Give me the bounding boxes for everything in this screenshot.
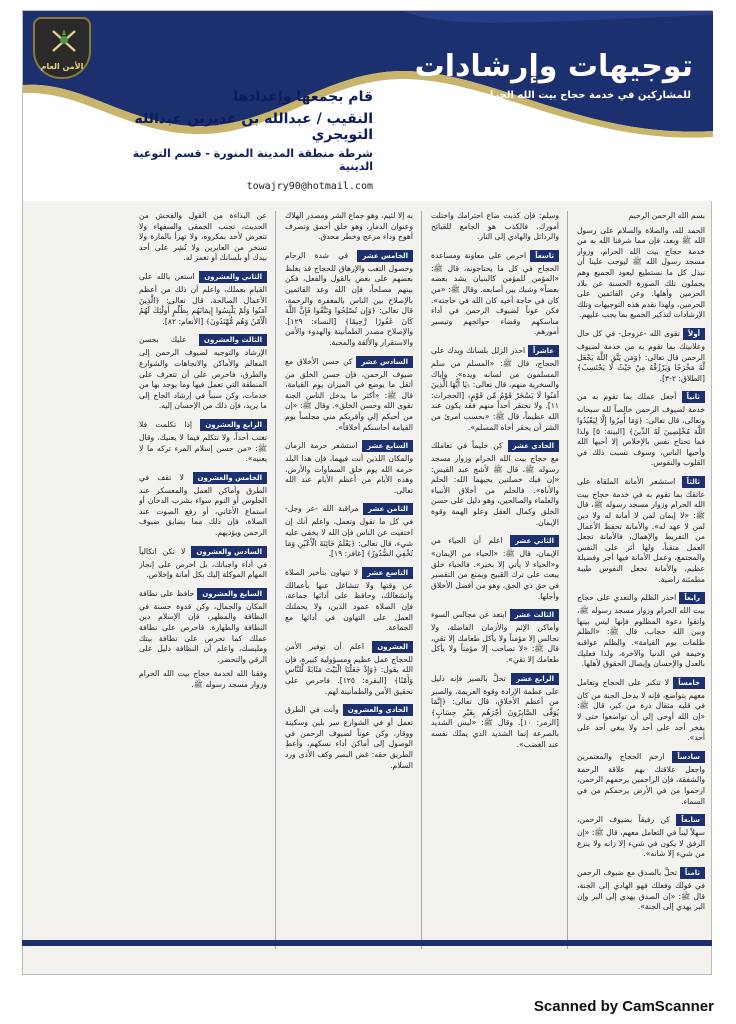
paragraph-text: تقوى الله -عزوجل- في كل حال وعلانيتك بما تقوم به من خدمة لضيوف الرحمن قال تعالى: ﴿وَمَن يَتَّقِ اللَّهَ يَجْعَل لَّهُ مَخْرَجًا وَيَرْزُقْهُ مِنْ حَيْثُ لَا يَحْتَسِبُ﴾ [الطلاق: ٢-٣]. [577, 328, 705, 383]
section-tag: أولاً [683, 328, 705, 340]
paragraph-text: الحمد لله، والصلاة والسلام على رسول الله ﷺ وبعد، فإن مما شرفنا الله به من خدمة حجاج بيت الله الحرام، وزوار مسجد رسول الله ﷺ ليوجب علينا أن نبذل كل ما نستطيع ليعود الجميع وهم يحملون تلك الصورة الحسنة عن بلاد الحرمين وأهلها. وعن القائمين على الحرمين، ولهذا نقدم هذه التوجيهات وتلك الإرشادات لتذكير الجميع بما يجب عليهم. [577, 225, 705, 320]
article-paragraph [431, 211, 559, 243]
section-tag: السادس عشر [356, 356, 413, 368]
article-paragraph [139, 469, 267, 539]
paragraph-text: تحلَّ بالصبر فإنه دليل على عظمة الإرادة وقوة العزيمة، والصبر من أعظم الأخلاق، قال تعالى: ﴿إِنَّمَا يُوَفَّى الصَّابِرُونَ أَجْرَهُم بِغَيْرِ حِسَابٍ﴾ [الزمر: ١٠]. وقال ﷺ: «ليس الشديد بالصرعة إنما الشديد الذي يملك نفسه عند الغضب». [431, 673, 559, 749]
article-paragraph [577, 388, 705, 469]
paragraph-text: اعلم أن الحياء من الإيمان، قال ﷺ: «الحياء من الإيمان» و«الحياء لا يأتي إلا بخير». فالحياء خلق يبعث على ترك القبيح ويمنع من التقصير في حق ذي الحق، وهو من أفضل الأخلاق وأجلها. [431, 536, 559, 601]
article-paragraph [577, 589, 705, 670]
article-paragraph [139, 211, 267, 264]
paragraph-text: مراقبة الله -عز وجل- في كل ما تقول وتعمل، واعلم أنك إن اختفيت عن الناس فإن الله لا يخفى عليه شيء، قال تعالى: ﴿يَعْلَمُ خَائِنَةَ الْأَعْيُنِ وَمَا تُخْفِي الصُّدُورُ﴾ [غافر: ١٩]. [285, 504, 413, 559]
section-tag: الرابع عشر [511, 673, 559, 685]
paragraph-text: كن حليماً في تعاملك مع حجاج بيت الله الحرام وزوار مسجد رسوله ﷺ، قال ﷺ لأشج عبد القيس: «إن فيك خصلتين يحبهما الله: الحلم والأناة». فالحلم من أخلاق الأنبياء والعلماء والصالحين، وهو دليل على حسن الخلق وكمال العقل وعلو الهمة وقوة الإيمان. [431, 441, 559, 527]
section-tag: الحادي عشر [508, 440, 559, 452]
article-paragraph [431, 437, 559, 528]
paragraph-text: في شدة الزحام وحصول التعب والإرهاق للحجاج قد يغلظ بعضهم على بعض بالقول والفعل، فكن بينهم مصلحاً، فإن الله وعد القائمين بالإصلاح بين الناس بالمغفرة والرحمة، قال تعالى: ﴿وَإِن تُصْلِحُوا وَتَتَّقُوا فَإِنَّ اللَّهَ كَانَ غَفُورًا رَّحِيمًا﴾ [النساء: ١٢٩]. والإصلاح مصدر الطمأنينة والهدوء والأمن والاستقرار والألفة والمحبة. [285, 250, 413, 347]
paragraph-text: عليك بحسن الإرشاد والتوجيه لضيوف الرحمن إلى المعالم والأماكن والاتجاهات والشوارع والطرق، فاحرص على أن تتعرف على المنطقة التي تعمل فيها وما يوجد بها من خدمات، وكن سبباً في إرشاد الحاج إلى ما يريد، فإن ذلك من الإحسان إليه. [139, 335, 267, 411]
section-tag: ثانياً [682, 391, 705, 403]
article-paragraph [139, 669, 267, 690]
credits-block [123, 89, 373, 192]
paragraph-text: وسلم: فإن كذبت ضاع احترامك واختلت أمورك. فالكذب هو الجامع للقبائح والرذائل والهادي إلى النار. [431, 211, 559, 242]
section-tag: سابعاً [676, 814, 705, 826]
section-tag: عاشراً [528, 345, 559, 357]
paragraph-text: استشعر الأمانة الملقاة على عاتقك بما تقوم به في خدمة حجاج بيت الله الحرام وزوار مسجد رسوله ﷺ، قال ﷺ: «لا إيمان لمن لا أمانة له ولا دين لمن لا عهد له». والأمانة تحفظ الأعمال من التفريط والإهمال، فالأمانة تجعل العمل متقناً، ولها أثر على النفس والمجتمع، وعمل الأمانة فيها أجر وفضيلة عظيم، والأمانة تجعل النفوس طيبة مطمئنة راضية. [577, 476, 705, 584]
paragraph-text: لا تكن اتكالياً في أداء واجباتك، بل احرص على إنجاز المهام الموكلة إليك بكل أمانة وإخلاص. [139, 546, 267, 580]
paragraph-text: كن حسن الأخلاق مع ضيوف الرحمن، فإن حسن الخلق من أثقل ما يوضع في الميزان يوم القيامة، قال ﷺ: «أكثر ما يدخل الناس الجنة تقوى الله وحسن الخلق». وقال ﷺ: «إن من أحبكم إلي وأقربكم مني مجلساً يوم القيامة أحاسنكم أخلاقاً». [285, 356, 413, 432]
paragraph-text: احذر الظلم والتعدي على حجاج بيت الله الحرام وزوار مسجد رسوله ﷺ، واتقوا دعوة المظلوم فإنها ليس بينها وبين الله حجاب، قال ﷺ: «الظلم ظلمات يوم القيامة». والظلم عواقبه وخيمة في الدنيا والآخرة، ولذا فعليك بالعدل والإحسان وإيصال الحقوق لأهلها. [577, 593, 705, 669]
section-tag: الثاني عشر [510, 535, 559, 547]
paragraph-text: تحلَّ بالصدق مع ضيوف الرحمن في قولك وفعلك فهو الهادي إلى الجنة، قال ﷺ: «إن الصدق يهدي إلى البر وإن البر يهدي إلى الجنة». [577, 867, 705, 912]
article-paragraph [577, 811, 705, 860]
section-tag: رابعاً [679, 592, 705, 604]
paragraph-text: احرص على معاونة ومساعدة الحجاج في كل ما يحتاجونه، قال ﷺ: «المؤمن للمؤمن كالبنيان يشد بعضه بعضاً» وشبك بين أصابعه. وقال ﷺ: «من كان في حاجة أخيه كان الله في حاجته». فكن عوناً لضيوف الرحمن في أداء مناسكهم وقضاء حوائجهم وتيسير أمورهم. [431, 250, 559, 337]
paragraph-text: إذا تكلمت فلا تغتب أحداً، ولا تتكلم فيما لا يعنيك، وقال ﷺ: «من حسن إسلام المرء تركه ما لا يعنيه». [139, 419, 267, 464]
article-paragraph [139, 268, 267, 327]
paragraph-text: استعن بالله على القيام بعملك، واعلم أن ذلك من أعظم الأعمال الصالحة، قال تعالى: ﴿الَّذِينَ آمَنُوا وَلَمْ يَلْبِسُوا إِيمَانَهُم بِظُلْمٍ أُولَٰئِكَ لَهُمُ الْأَمْنُ وَهُم مُّهْتَدُونَ﴾ [الأنعام: ٨٢]. [139, 271, 267, 326]
section-tag: سادساً [672, 751, 705, 763]
article-column-3 [285, 211, 413, 949]
section-tag: الرابع والعشرون [200, 419, 267, 431]
section-tag: الثاني والعشرون [199, 271, 267, 283]
section-tag: السابع والعشرون [197, 588, 267, 600]
paragraph-text: ابتعد عن مجالس السوء وأماكن الإثم والأزمان الفاضلة، ولا تجالس إلا مؤمناً ولا يأكل طعامك إلا تقي، قال ﷺ: «لا تصاحب إلا مؤمناً ولا يأكل طعامك إلا تقي». [431, 610, 559, 664]
section-tag: الثامن عشر [363, 503, 413, 515]
article-paragraph [577, 748, 705, 807]
article-column-1 [577, 211, 705, 949]
author-name: النقيب / عبدالله بن غديربن عبدالله التويجري [134, 111, 373, 143]
column-divider [567, 211, 568, 949]
article-paragraph [139, 331, 267, 412]
article-paragraph [431, 532, 559, 602]
article-paragraph [285, 701, 413, 771]
paragraph-text: وأنت في الطرق تعمل أو في الشوارع سر بلين وسكينة ووقار، وكن عوناً لضيوف الرحمن في الوصول إلى أماكن أداء نسكهم، وأعطِ الطريق حقه: غض البصر وكف الأذى ورد السلام. [285, 705, 413, 770]
paragraph-text: كن رفيقاً بضيوف الرحمن، سهلاً ليناً في التعامل معهم، قال ﷺ: «إن الرفق لا يكون في شيء إلا زانه ولا ينزع من شيء إلا شانه». [577, 815, 705, 859]
paragraph-text: لا تقف في الطرق وأماكن العمل والمعسكر عند الجلوس أو النوم سواء بشرب الدخان أو استماع الأغاني، أو رفع الصوت عند الصلاة، فإن ذلك مما يضايق ضيوف الرحمن ويؤذيهم. [139, 472, 267, 538]
article-paragraph [431, 247, 559, 338]
section-tag: تاسعاً [530, 250, 559, 262]
article-paragraph [577, 674, 705, 744]
section-tag: الثالث والعشرون [199, 334, 267, 346]
scanner-watermark: Scanned by CamScanner [533, 998, 714, 1015]
article-paragraph [431, 606, 559, 665]
paragraph-text: ارحم الحجاج والمعتمرين واجعل علاقتك بهم علاقة الرحمة والشفقة، فإن الراحمين يرحمهم الرحمن، ارحموا من في الأرض يرحمكم من في السماء. [577, 751, 705, 806]
paragraph-text: بسم الله الرحمن الرحيم [628, 211, 705, 220]
article-paragraph [431, 670, 559, 751]
crossed-swords-icon [49, 27, 79, 53]
column-divider [275, 211, 276, 949]
article-paragraph [285, 211, 413, 243]
section-tag: ثامناً [680, 867, 705, 879]
section-tag: الثالث عشر [510, 609, 559, 621]
paragraph-text: احذر الزلل بلسانك ويدك على الحجاج، قال ﷺ: «المسلم من سلم المسلمون من لسانه ويده». وإياك والسخرية منهم، قال تعالى: ﴿يَا أَيُّهَا الَّذِينَ آمَنُوا لَا يَسْخَرْ قَوْمٌ مِّن قَوْمٍ﴾ [الحجرات: ١١]. ولا تحتقر أحداً منهم فقد يكون عند الله عظيماً، قال ﷺ: «بحسب امرئ من الشر أن يحقر أخاه المسلم». [431, 345, 559, 432]
article-paragraph [285, 500, 413, 559]
paragraph-text: لا تتهاون بتأخير الصلاة عن وقتها ولا تتشاغل عنها بأعمالك وانشغالك، وحافظ على أدائها جماعة، فإن الصلاة عمود الدين، ولا يحملنك العمل على التهاون في أدائها مع الجماعة. [285, 567, 413, 633]
article-paragraph [285, 353, 413, 434]
credit-intro: قام بجمعها وإعدادها [233, 89, 373, 105]
article-paragraph [285, 638, 413, 697]
section-tag: الحادي والعشرون [343, 704, 413, 716]
footer-bar [22, 940, 712, 946]
magazine-page [22, 10, 712, 975]
article-paragraph [139, 416, 267, 465]
column-divider [421, 211, 422, 949]
section-tag: التاسع عشر [362, 567, 413, 579]
paragraph-text: حافظ على نظافة المكان والجمال، وكن قدوة حسنة في النظافة والمظهر، فإن الإسلام دين النظافة والطهارة. فاحرص على نظافة عملك كما تحرص على نظافة بيتك وملبسك، واعلم أن النظافة دليل على الرقي والتحضر. [139, 588, 267, 664]
page-header [23, 11, 713, 201]
paragraph-text: به إلا لئيم، وهو جماع الشر ومصدر الهلاك وعنوان الدمار، وهو خلق أحمق وتصرف أهوج وداء مزعج وخطر محدق. [285, 211, 413, 242]
paragraph-text: استشعر حرمة الزمان والمكان اللذين أنت فيهما، فإن هذا البلد حرمه الله يوم خلق السماوات والأرض، وهذه الأيام من أعظم الأيام عند الله تعالى. [285, 441, 413, 495]
section-tag: الخامس عشر [357, 250, 413, 262]
paragraph-text: لا تتكبر على الحجاج وتعامل معهم بتواضع، فإنه لا يدخل الجنة من كان في قلبه مثقال ذرة من كبر، قال ﷺ: «إن الله أوحى إلي أن تواضعوا حتى لا يفخر أحد على أحد ولا يبغي أحد على أحد». [577, 677, 705, 743]
section-tag: خامساً [673, 677, 705, 689]
section-tag: السادس والعشرون [191, 546, 267, 558]
page-title: توجيهات وإرشادات [414, 49, 693, 84]
page-subtitle: للمشاركين في خدمة حجاج بيت الله الحرام ومسجد رسول الله ﷺ [373, 90, 691, 101]
article-paragraph [577, 864, 705, 913]
article-paragraph [431, 342, 559, 433]
logo-text: الأمن العام [40, 62, 84, 71]
article-column-4 [139, 211, 267, 949]
article-paragraph [139, 585, 267, 666]
paragraph-text: أجعل عملك بما تقوم به من خدمة لضيوف الرحمن خالصاً لله سبحانه وتعالى، قال تعالى: ﴿وَمَا أُمِرُوا إِلَّا لِيَعْبُدُوا اللَّهَ مُخْلِصِينَ لَهُ الدِّينَ﴾ [البينة: ٥] ولذا فما تحتاج نفس بالإخلاص إلا أحبها الله وأحبها الناس، وسوف تسبب ذلك في القلوب والنفوس. [577, 392, 705, 468]
article-paragraph [285, 437, 413, 496]
article-column-2 [431, 211, 559, 949]
article-paragraph [577, 211, 705, 222]
public-security-logo [33, 17, 91, 79]
article-columns [31, 211, 705, 949]
article-paragraph [577, 325, 705, 384]
section-tag: العشرون [372, 641, 413, 653]
section-tag: الخامس والعشرون [193, 472, 268, 484]
paragraph-text: وفقنا الله لخدمة حجاج بيت الله الحرام وزوار مسجد رسوله ﷺ. [139, 669, 267, 689]
article-paragraph [285, 247, 413, 349]
paragraph-text: عن البذاءة من القول والفحش من الحديث، تجنب الحمقى والسفهاء ولا تتعرض لأحد بمكروه، ولا تهزأ بالمارة ولا تسخر من العابرين ولا تُشِر على أحد بيدك أو بلسانك أو تغمز له. [139, 211, 267, 263]
section-tag: ثالثاً [682, 476, 705, 488]
article-paragraph [577, 226, 705, 321]
article-paragraph [285, 564, 413, 634]
author-email[interactable]: towajry90@hotmail.com [246, 181, 373, 192]
author-department: شرطة منطقة المدينة المنورة - قسم التوعية الدينية [132, 147, 373, 173]
section-tag: السابع عشر [362, 440, 413, 452]
article-paragraph [139, 543, 267, 581]
paragraph-text: اعلم أن توفير الأمن للحجاج عمل عظيم ومسؤولية كبيرة، فإن الله يقول: ﴿وَإِذْ جَعَلْنَا الْبَيْتَ مَثَابَةً لِّلنَّاسِ وَأَمْنًا﴾ [البقرة: ١٢٥]. فاحرص على تحقيق الأمن والطمأنينة لهم. [285, 641, 413, 696]
article-paragraph [577, 473, 705, 585]
